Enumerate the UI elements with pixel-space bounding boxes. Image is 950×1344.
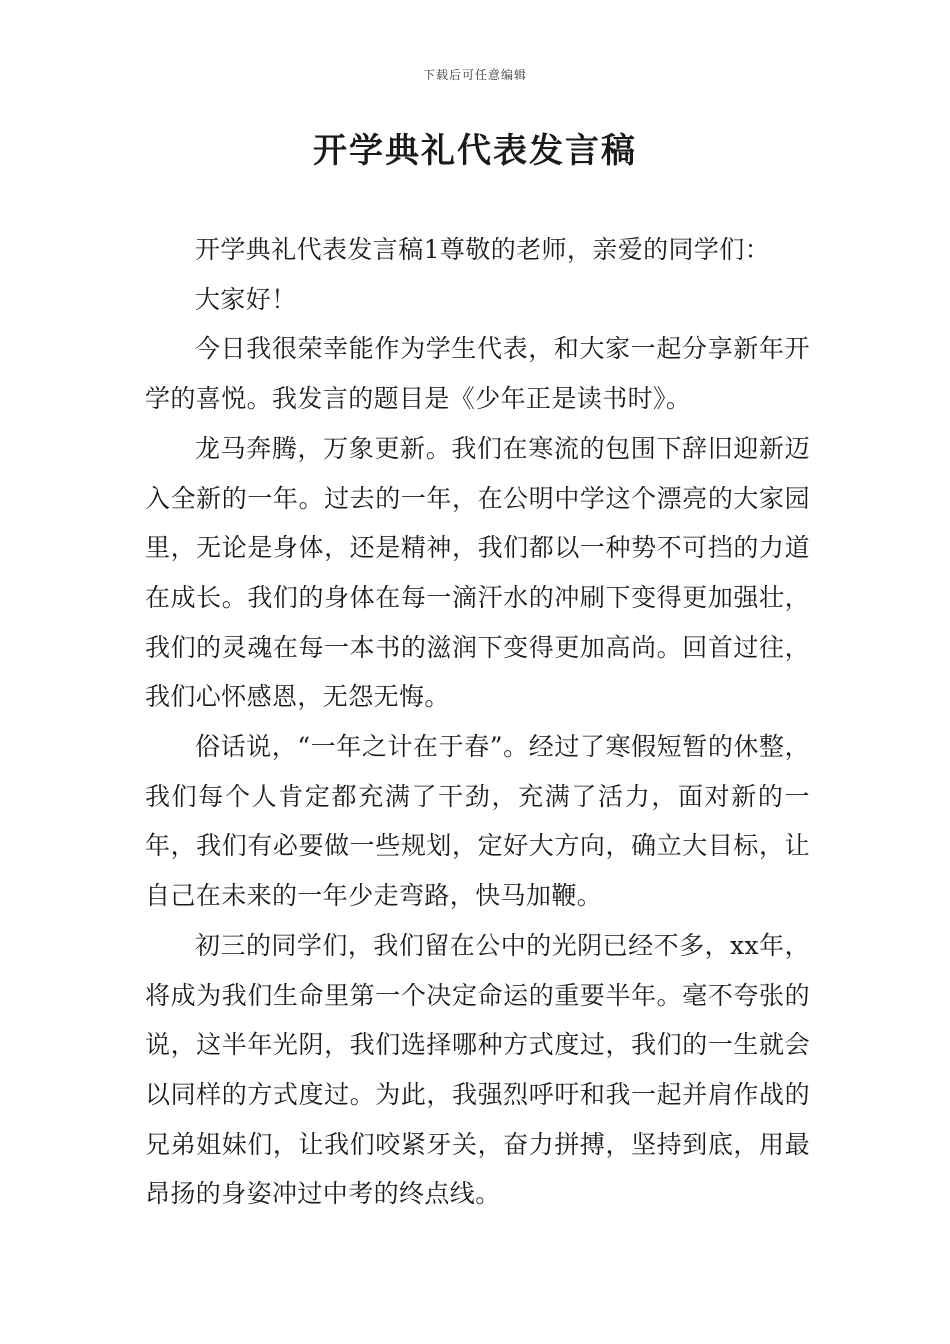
paragraph-introduction: 今日我很荣幸能作为学生代表，和大家一起分享新年开学的喜悦。我发言的题目是《少年正是读书时》。: [145, 334, 810, 414]
paragraph-hello: 大家好！: [195, 284, 297, 314]
header-note: 下载后可任意编辑: [422, 68, 527, 82]
paragraph-greeting-line: 开学典礼代表发言稿1尊敬的老师，亲爱的同学们：: [195, 235, 771, 264]
paragraph-spring-plan: 俗话说，“一年之计在于春”。经过了寒假短暂的休整，我们每个人肯定都充满了干劲，充满了活力，面对新的一年，我们有必要做一些规划，定好大方向，确立大目标，让自己在未来的一年少走弯路，快马加鞭。: [145, 732, 810, 911]
paragraph-new-year: 龙马奔腾，万象更新。我们在寒流的包围下辞旧迎新迈入全新的一年。过去的一年，在公明中学这个漂亮的大家园里，无论是身体，还是精神，我们都以一种势不可挡的力道在成长。我们的身体在每一滴汗水的冲刷下变得更加强壮，我们的灵魂在每一本书的滋润下变得更加高尚。回首过往，我们心怀感恩，无怨无悔。: [145, 433, 810, 712]
document-body: [145, 225, 810, 1219]
document-title: 开学典礼代表发言稿: [313, 131, 637, 171]
paragraph-grade-nine: 初三的同学们，我们留在公中的光阴已经不多，xx年，将成为我们生命里第一个决定命运的重要半年。毫不夸张的说，这半年光阴，我们选择哪种方式度过，我们的一生就会以同样的方式度过。为此，我强烈呼吁和我一起并肩作战的兄弟姐妹们，让我们咬紧牙关，奋力拼搏，坚持到底，用最昂扬的身姿冲过中考的终点线。: [145, 930, 810, 1209]
